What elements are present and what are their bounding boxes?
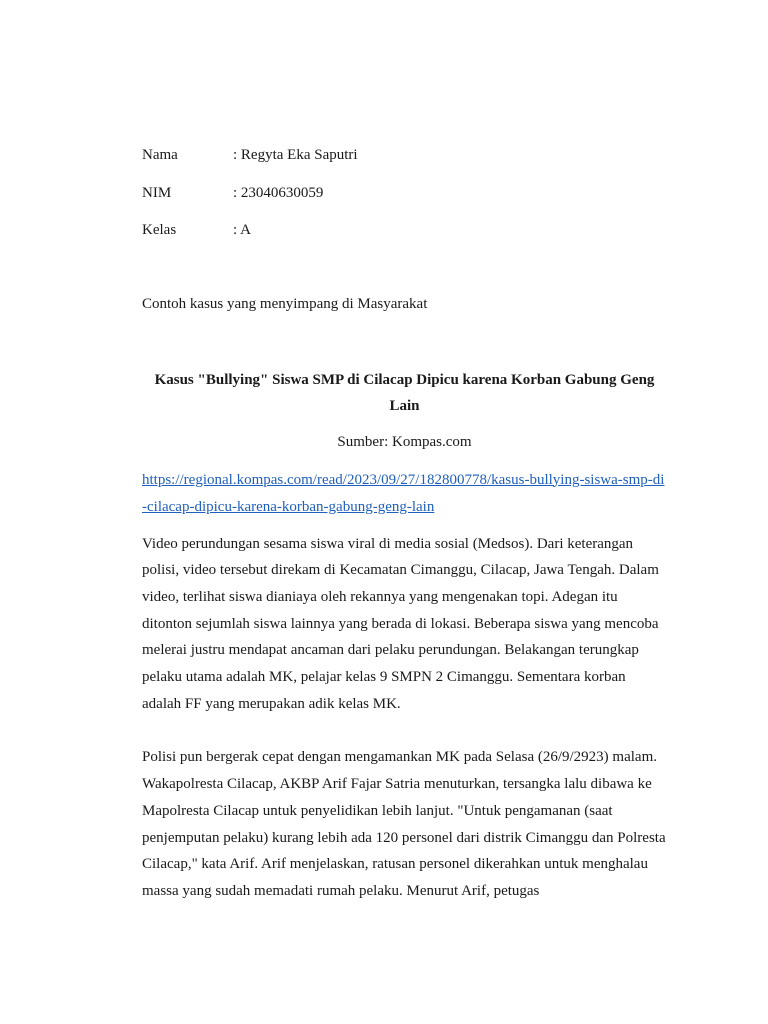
nim-label: NIM: [142, 184, 172, 201]
identity-row-name: [142, 143, 667, 181]
article-paragraph-2: Polisi pun bergerak cepat dengan mengamankan MK pada Selasa (26/9/2923) malam. Wakapolresta Cilacap, AKBP Arif Fajar Satria menuturkan, tersangka lalu dibawa ke Mapolresta Cilacap untuk penyelidikan lebih lanjut. "Untuk pengamanan (saat penjemputan pelaku) kurang lebih ada 120 personel dari distrik Cimanggu dan Polresta Cilacap," kata Arif. Arif menjelaskan, ratusan personel dikerahkan untuk menghalau massa yang sudah memadati rumah pelaku. Menurut Arif, petugas: [142, 749, 666, 899]
article-link[interactable]: https://regional.kompas.com/read/2023/09/27/182800778/kasus-bullying-siswa-smp-di-cilacap-dipicu-karena-korban-gabung-geng-lain: [142, 471, 665, 515]
kelas-label: Kelas: [142, 222, 177, 238]
identity-row-nim: [142, 181, 667, 219]
article-title: Kasus "Bullying" Siswa SMP di Cilacap Dipicu karena Korban Gabung Geng Lain: [154, 371, 655, 414]
kelas-value: : A: [233, 222, 251, 238]
identity-row-kelas: [142, 218, 667, 256]
article-source: Sumber: Kompas.com: [337, 433, 472, 450]
name-label: Nama: [142, 147, 178, 163]
intro-text: Contoh kasus yang menyimpang di Masyarakat: [142, 295, 428, 312]
article-paragraph-1: Video perundungan sesama siswa viral di media sosial (Medsos). Dari keterangan polisi, video tersebut direkam di Kecamatan Cimanggu, Cilacap, Jawa Tengah. Dalam video, terlihat siswa dianiaya oleh rekannya yang mengenakan topi. Adegan itu ditonton sejumlah siswa lainnya yang berada di lokasi. Beberapa siswa yang mencoba melerai justru mendapat ancaman dari pelaku perundungan. Belakangan terungkap pelaku utama adalah MK, pelajar kelas 9 SMPN 2 Cimanggu. Sementara korban adalah FF yang merupakan adik kelas MK.: [142, 535, 659, 712]
nim-value: : 23040630059: [233, 184, 324, 201]
document-content: [142, 143, 667, 905]
name-value: : Regyta Eka Saputri: [233, 147, 358, 163]
